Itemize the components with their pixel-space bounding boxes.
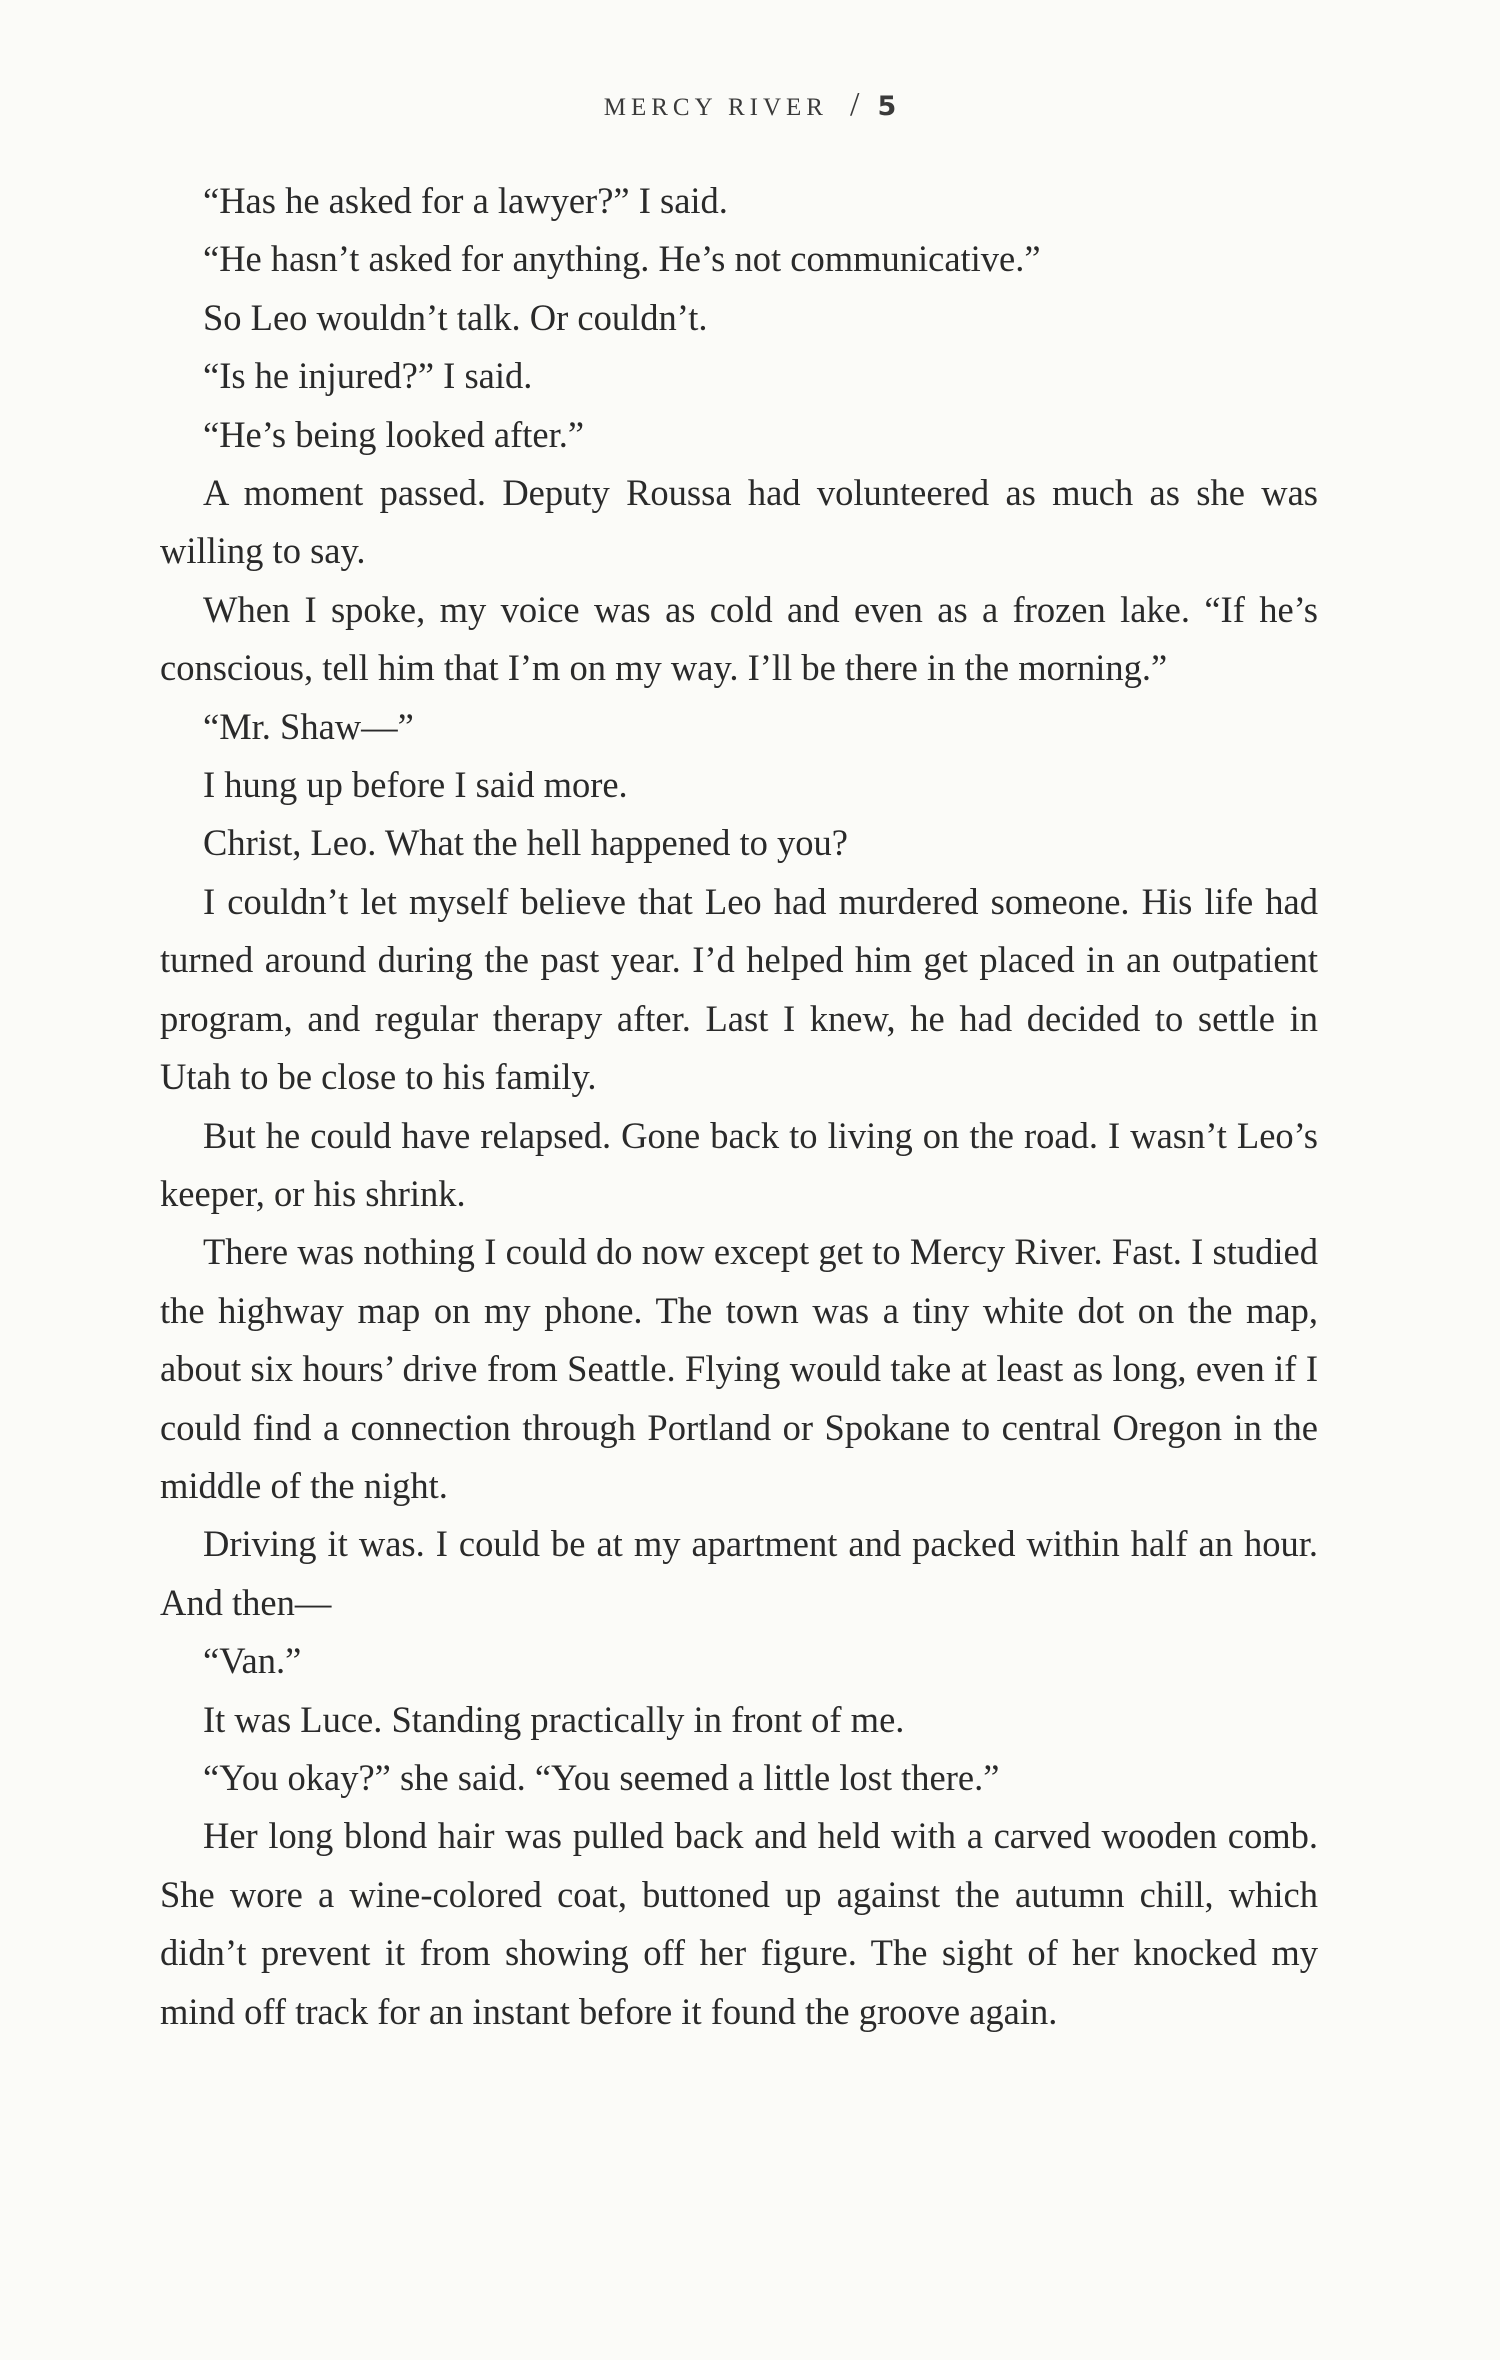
paragraph: It was Luce. Standing practically in front of me. [203, 1698, 905, 1740]
paragraph: When I spoke, my voice was as cold and even as a frozen lake. “If he’s conscious, tell him that I’m on my way. I’ll be there in the morning.” [160, 588, 1318, 689]
paragraph: There was nothing I could do now except get to Mercy River. Fast. I studied the highway map on my phone. The town was a tiny white dot on the map, about six hours’ drive from Seattle. Flying would take at least as long, even if I could find a connection through Portland or Spokane to central Oregon in the middle of the night. [160, 1231, 1318, 1506]
paragraph: Her long blond hair was pulled back and held with a carved wooden comb. She wore a wine-colored coat, buttoned up against the autumn chill, which didn’t prevent it from showing off her figure. The sight of her knocked my mind off track for an instant before it found the groove again. [160, 1815, 1318, 2032]
paragraph: So Leo wouldn’t talk. Or couldn’t. [203, 296, 708, 338]
paragraph: “He hasn’t asked for anything. He’s not communicative.” [203, 238, 1041, 280]
paragraph: “Mr. Shaw—” [203, 705, 414, 747]
paragraph: “Has he asked for a lawyer?” I said. [203, 180, 728, 221]
paragraph: “You okay?” she said. “You seemed a little lost there.” [203, 1756, 1000, 1798]
paragraph: “Van.” [203, 1640, 302, 1682]
body-text [160, 172, 1318, 2041]
paragraph: “Is he injured?” I said. [203, 355, 533, 397]
paragraph: I couldn’t let myself believe that Leo had murdered someone. His life had turned around during the past year. I’d helped him get placed in an outpatient program, and regular therapy after. Last I knew, he had decided to settle in Utah to be close to his family. [160, 880, 1318, 1098]
paragraph: Driving it was. I could be at my apartment and packed within half an hour. And then— [160, 1523, 1318, 1623]
paragraph: But he could have relapsed. Gone back to living on the road. I wasn’t Leo’s keeper, or his shrink. [160, 1114, 1318, 1214]
page-number: 5 [877, 91, 897, 122]
paragraph: Christ, Leo. What the hell happened to you? [203, 822, 849, 864]
running-header [0, 86, 1500, 124]
running-header-title: MERCY RIVER [603, 94, 828, 121]
paragraph: A moment passed. Deputy Roussa had volunteered as much as she was willing to say. [160, 472, 1318, 572]
running-header-separator: / [849, 86, 860, 123]
paragraph: “He’s being looked after.” [203, 413, 585, 455]
paragraph: I hung up before I said more. [203, 764, 628, 806]
